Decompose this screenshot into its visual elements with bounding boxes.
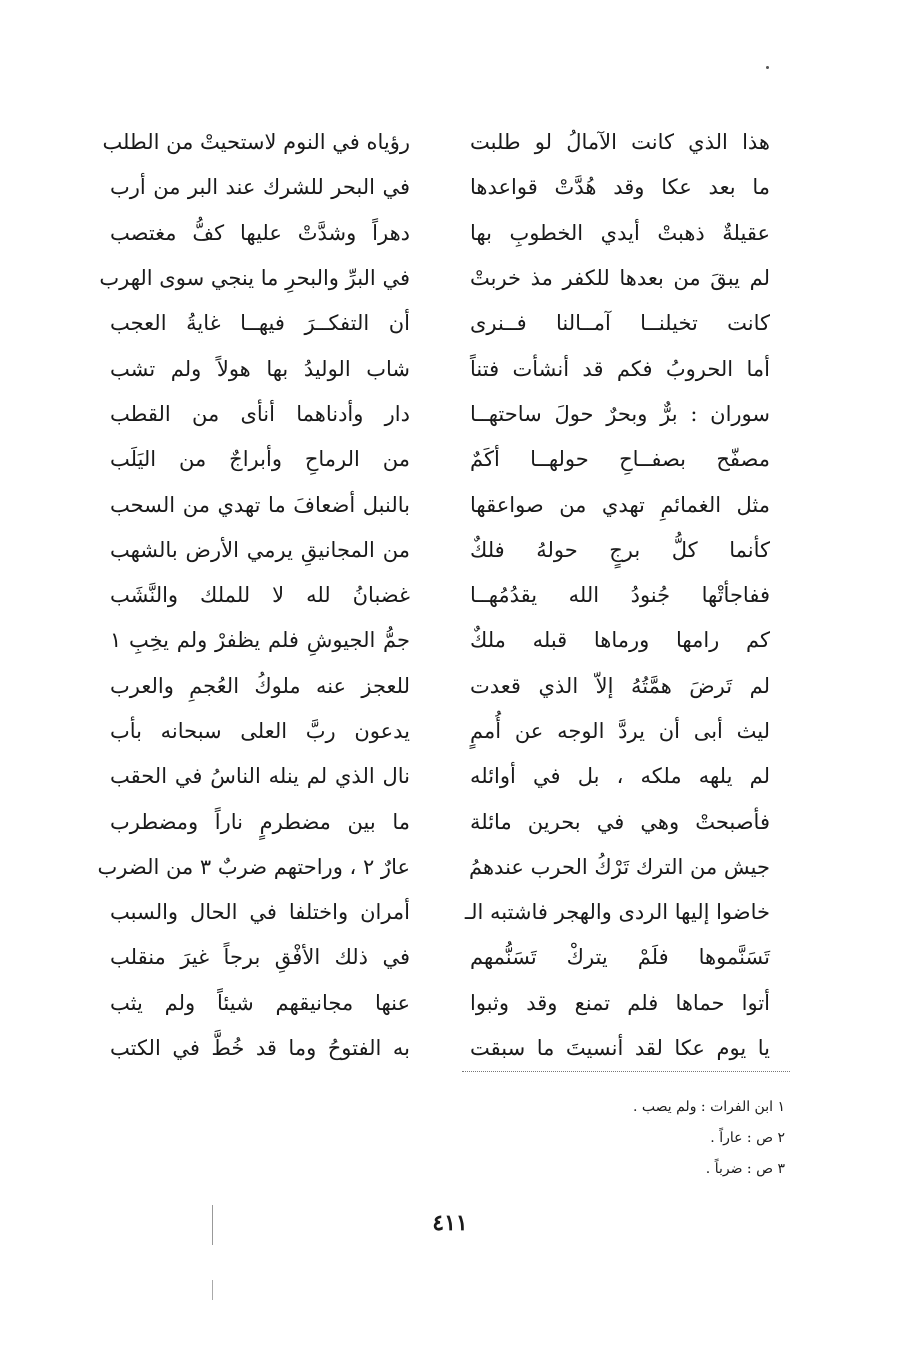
verse-second-hemistich: دار وأدناهما أنأى من القطب	[110, 401, 410, 426]
verse-second-hemistich: في البحر للشرك عند البر من أرب	[110, 175, 410, 200]
scan-artifact-line	[212, 1205, 213, 1245]
verse-second-hemistich: أمران واختلفا في الحال والسبب	[110, 900, 410, 925]
verse-second-hemistich: في البرِّ والبحرِ ما ينجي سوى الهرب	[99, 266, 410, 291]
page-number: ٤١١	[432, 1210, 468, 1236]
verse	[102, 120, 770, 165]
verse-second-hemistich: نال الذي لم ينله الناسُ في الحقب	[110, 764, 410, 789]
verse-second-hemistich: أن التفكــرَ فيهــا غايةُ العجب	[110, 311, 410, 336]
verse-first-hemistich: كأنما كلُّ برجٍ حولهُ فلكٌ	[470, 537, 770, 562]
verse	[110, 709, 770, 754]
verse-second-hemistich: جمُّ الجيوشِ فلم يظفرْ ولم يخِبِ ١	[110, 628, 410, 653]
verse-first-hemistich: أتوا حماها فلم تمنع وقد وثبوا	[470, 990, 770, 1015]
verse-first-hemistich: مثل الغمائمِ تهدي من صواعقها	[470, 492, 770, 517]
verse	[110, 528, 770, 573]
verse-second-hemistich: في ذلك الأفْقِ برجاً غيرَ منقلب	[110, 945, 410, 970]
verse-second-hemistich: ما بين مضطرمٍ ناراً ومضطرب	[110, 809, 410, 834]
verse	[110, 981, 770, 1026]
verse-second-hemistich: غضبانُ لله لا للملك والنَّشَب	[110, 583, 410, 608]
verse-second-hemistich: عارٌ ٢ ، وراحتهم ضربٌ ٣ من الضرب	[97, 854, 410, 879]
verse	[110, 301, 770, 346]
verse-second-hemistich: بالنبل أضعافَ ما تهدي من السحب	[110, 492, 410, 517]
verse	[110, 799, 770, 844]
verse-first-hemistich: ففاجأتْها جُنودُ الله يقدُمُهــا	[470, 583, 770, 608]
verse	[110, 573, 770, 618]
verse-first-hemistich: لم يلهه ملكه ، بل في أوائله	[470, 764, 770, 789]
footnote: ١ ابن الفرات : ولم يصب .	[632, 1099, 785, 1115]
poem	[97, 120, 770, 1071]
verse-first-hemistich: خاضوا إليها الردى والهجر فاشتبه الـ	[464, 900, 770, 925]
verse-first-hemistich: لم تَرضَ همَّتُهُ إلاّ الذي قعدت	[470, 673, 770, 698]
footnote: ٢ ص : عاراً .	[710, 1130, 785, 1146]
verse	[110, 1026, 770, 1071]
scan-artifact-line	[212, 1280, 213, 1300]
verse-first-hemistich: جيش من الترك تَرْكُ الحرب عندهمُ	[469, 854, 770, 879]
verse-first-hemistich: فأصبحتْ وهي في بحرين مائلة	[470, 809, 770, 834]
verse-first-hemistich: أما الحروبُ فكم قد أنشأت فتناً	[470, 356, 770, 381]
verse-first-hemistich: كم رامها ورماها قبله ملكٌ	[470, 628, 770, 653]
verse-first-hemistich: عقيلةٌ ذهبتْ أيدي الخطوبِ بها	[470, 220, 770, 245]
verse-second-hemistich: من المجانيقِ يرمي الأرض بالشهب	[110, 537, 410, 562]
verse-second-hemistich: عنها مجانيقهم شيئاً ولم يثب	[110, 990, 410, 1015]
scan-speck	[766, 66, 769, 69]
footnote-separator	[462, 1071, 790, 1072]
verse	[99, 256, 770, 301]
verse	[110, 346, 770, 391]
verse	[110, 754, 770, 799]
verse	[110, 482, 770, 527]
verse-second-hemistich: دهراً وشدَّتْ عليها كفُّ مغتصب	[110, 220, 410, 245]
verse-second-hemistich: رؤياه في النوم لاستحيتْ من الطلب	[102, 130, 410, 155]
verse	[110, 211, 770, 256]
footnotes	[385, 1092, 785, 1185]
verse	[110, 392, 770, 437]
verse-first-hemistich: كانت تخيلنــا آمــالنا فــنرى	[470, 311, 770, 336]
verse-first-hemistich: لم يبقَ من بعدها للكفر مذ خربتْ	[470, 266, 770, 291]
verse-first-hemistich: تَسَنَّموها فلَمْ يتركْ تَسَنُّمهم	[470, 945, 770, 970]
verse	[110, 890, 770, 935]
verse-first-hemistich: مصفّح بصفــاحِ حولهــا أكَمٌ	[470, 447, 770, 472]
verse	[110, 935, 770, 980]
verse-first-hemistich: ما بعد عكا وقد هُدَّتْ قواعدها	[470, 175, 770, 200]
verse-second-hemistich: يدعون ربَّ العلى سبحانه بأب	[110, 719, 410, 743]
verse-second-hemistich: للعجز عنه ملوكُ العُجمِ والعرب	[110, 673, 410, 698]
verse	[110, 165, 770, 210]
verse	[97, 845, 770, 890]
verse-first-hemistich: يا يوم عكا لقد أنسيتَ ما سبقت	[470, 1036, 770, 1061]
verse-second-hemistich: شاب الوليدُ بها هولاً ولم تشب	[110, 356, 410, 381]
verse	[110, 664, 770, 709]
verse-second-hemistich: به الفتوحُ وما قد خُطَّ في الكتب	[110, 1036, 410, 1061]
verse	[110, 618, 770, 663]
verse-first-hemistich: ليث أبى أن يردَّ الوجه عن أُممٍ	[470, 719, 770, 743]
footnote: ٣ ص : ضرباً .	[705, 1161, 785, 1177]
verse-first-hemistich: سوران : برٌّ وبحرٌ حولَ ساحتهــا	[470, 401, 770, 426]
verse	[110, 437, 770, 482]
verse-second-hemistich: من الرماحِ وأبراجٌ من اليَلَب	[110, 447, 410, 472]
verse-first-hemistich: هذا الذي كانت الآمالُ لو طلبت	[470, 130, 770, 155]
